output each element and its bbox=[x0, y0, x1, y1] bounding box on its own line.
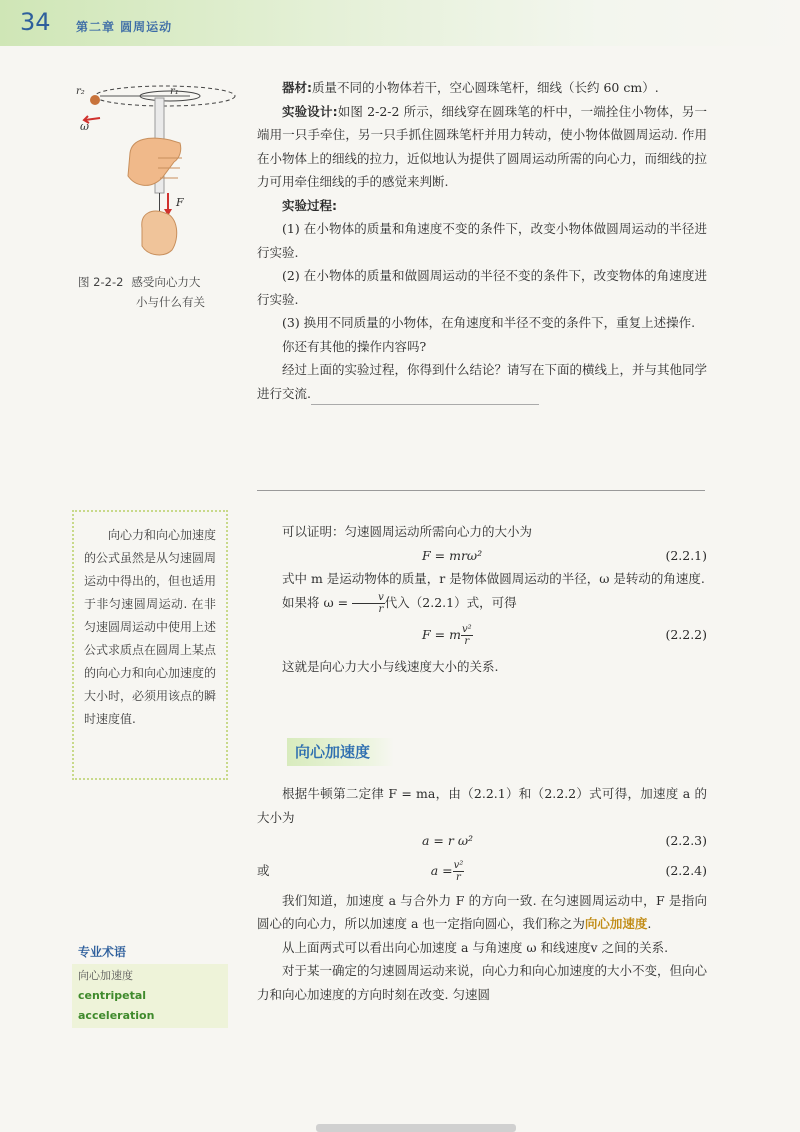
substitution-line: 如果将 ω = $\frac{v}{r}$ 代入（2.2.1）式，可得 bbox=[282, 591, 517, 615]
figure-caption bbox=[78, 272, 233, 312]
design-text: 如图 2-2-2 所示，细线穿在圆珠笔的杆中，一端拴住小物体，另一端用一只手牵住，另一只手抓住圆珠笔杆并用力转动，使小物体做圆周运动. 作用在小物体上的细线的拉力，近似地认为提供了圆周运动所需的向心力，而细线的拉力可用牵住细线的手的感觉来判断. bbox=[257, 103, 708, 189]
relation-paragraph: 从上面两式可以看出向心加速度 a 与角速度 ω 和线速度v 之间的关系. bbox=[282, 939, 669, 955]
constant-magnitude-paragraph: 对于某一确定的匀速圆周运动来说，向心力和向心加速度的大小不变，但向心力和向心加速度的方向时刻在改变. 匀速圆 bbox=[257, 963, 708, 1002]
terminology-title: 专业术语 bbox=[78, 945, 127, 959]
materials-label: 器材: bbox=[282, 80, 312, 95]
v2-over-r-fraction: $\frac{\text{v²}}{r}$ bbox=[461, 623, 472, 647]
terminology-chinese: 向心加速度 bbox=[78, 969, 133, 982]
equation-2-2-2: F = m $\frac{\text{v²}}{r}$ (2.2.2) bbox=[422, 623, 707, 647]
r2-label: r₂ bbox=[76, 86, 85, 97]
relation-sentence: 这就是向心力大小与线速度大小的关系. bbox=[282, 658, 499, 674]
rotation-diagram-icon bbox=[70, 78, 240, 278]
v-over-r-fraction: $\frac{v}{r}$ bbox=[352, 592, 385, 615]
question-2: 经过上面的实验过程，你得到什么结论？请写在下面的横线上，并与其他同学进行交流. bbox=[257, 358, 707, 405]
terminology-english: centripetal acceleration bbox=[78, 989, 155, 1022]
experiment-block bbox=[257, 76, 707, 405]
step-1: (1) 在小物体的质量和角速度不变的条件下，改变小物体做圆周运动的半径进行实验. bbox=[257, 221, 707, 260]
side-note-text: 向心力和向心加速度的公式虽然是从匀速圆周运动中得出的，但也适用于非匀速圆周运动. 在非匀速圆周运动中使用上述公式求质点在圆周上某点的向心力和向心加速度的大小时，必须用该点的瞬时速度值. bbox=[84, 528, 217, 726]
equation-number: (2.2.3) bbox=[665, 833, 707, 848]
direction-paragraph: 我们知道，加速度 a 与合外力 F 的方向一致. 在匀速圆周运动中，F 是指向圆心的向心力，所以加速度 a 也一定指向圆心，我们称之为向心加速度. bbox=[257, 892, 707, 931]
newton-intro: 根据牛顿第二定律 F = ma，由（2.2.1）和（2.2.2）式可得，加速度 a 的大小为 bbox=[257, 786, 707, 825]
or-word: 或 bbox=[257, 862, 270, 878]
equation-number: (2.2.1) bbox=[665, 547, 707, 563]
equation-2-2-4: 或 a = $\frac{\text{v²}}{r}$ (2.2.4) bbox=[257, 859, 707, 883]
design-label: 实验设计: bbox=[282, 103, 338, 119]
process-heading: 实验过程: bbox=[282, 197, 337, 213]
terminology-content bbox=[72, 964, 228, 1028]
step-2: (2) 在小物体的质量和做圆周运动的半径不变的条件下，改变物体的角速度进行实验. bbox=[257, 268, 707, 307]
section-divider bbox=[257, 490, 705, 491]
page-header bbox=[0, 0, 800, 46]
figure-hand-pen-illustration bbox=[70, 78, 240, 278]
centripetal-acceleration-section bbox=[257, 782, 707, 1006]
v2-over-r-fraction: $\frac{\text{v²}}{r}$ bbox=[453, 859, 464, 883]
terminology-box bbox=[78, 940, 228, 1028]
proof-intro: 可以证明：匀速圆周运动所需向心力的大小为 bbox=[282, 524, 533, 539]
equation-number: (2.2.2) bbox=[665, 626, 707, 642]
materials-text: 质量不同的小物体若干，空心圆珠笔杆，细线（长约 60 cm）. bbox=[312, 80, 659, 95]
side-note-box bbox=[72, 510, 228, 780]
design-paragraph bbox=[257, 100, 707, 194]
figure-caption-line2: 小与什么有关 bbox=[136, 295, 205, 309]
horizontal-scrollbar[interactable] bbox=[316, 1124, 516, 1132]
figure-caption-line1: 感受向心力大 bbox=[131, 275, 201, 289]
page-number: 34 bbox=[20, 8, 51, 36]
equation-2-2-1: F = mrω² (2.2.1) bbox=[257, 544, 707, 568]
figure-number: 图 2-2-2 bbox=[78, 275, 124, 289]
equation-number: (2.2.4) bbox=[665, 862, 707, 878]
equation-explanation: 式中 m 是运动物体的质量，r 是物体做圆周运动的半径，ω 是转动的角速度. bbox=[282, 571, 705, 586]
equation-2-2-3: a = r ω² (2.2.3) bbox=[257, 829, 707, 853]
section-heading: 向心加速度 bbox=[287, 738, 394, 766]
question-1: 你还有其他的操作内容吗? bbox=[282, 338, 427, 354]
answer-blank-line bbox=[311, 390, 539, 405]
force-label: F bbox=[176, 196, 184, 209]
materials-paragraph bbox=[257, 76, 707, 100]
step-3: (3) 换用不同质量的小物体，在角速度和半径不变的条件下，重复上述操作. bbox=[282, 315, 696, 330]
formula-block bbox=[257, 520, 707, 678]
chapter-title: 第二章 圆周运动 bbox=[76, 20, 173, 34]
highlighted-term: 向心加速度 bbox=[584, 916, 648, 931]
omega-label: ω bbox=[80, 120, 89, 133]
r1-label: r₁ bbox=[170, 86, 179, 97]
